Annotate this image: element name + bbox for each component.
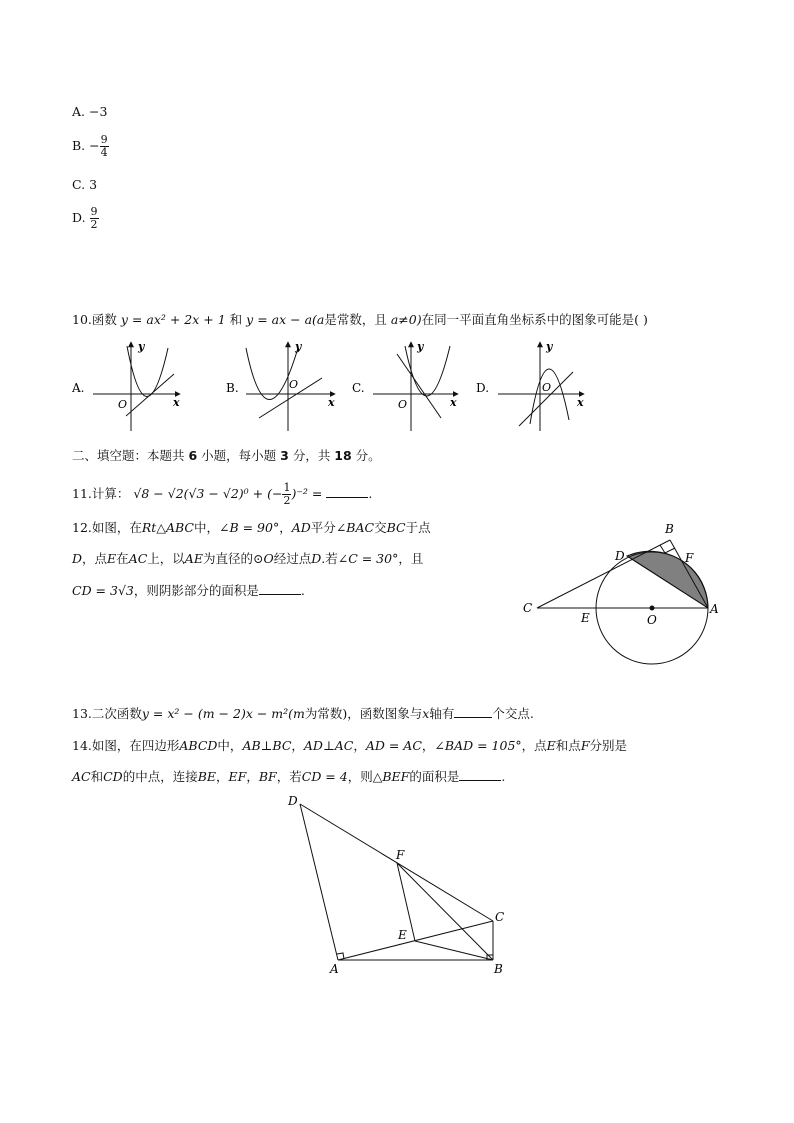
svg-text:y: y xyxy=(417,340,424,353)
svg-text:B.: B. xyxy=(226,381,239,395)
svg-text:A: A xyxy=(330,962,339,976)
question-14-line2: AC和CD的中点，连接BE，EF，BF，若CD = 4，则△BEF的面积是 . xyxy=(72,769,506,784)
svg-text:C: C xyxy=(523,601,533,615)
answer-blank[interactable] xyxy=(259,582,301,595)
svg-text:x: x xyxy=(577,396,584,409)
svg-text:D.: D. xyxy=(476,381,490,395)
parabola xyxy=(127,346,168,397)
question-12-line2: D，点E在AC上，以AE为直径的⊙O经过点D.若∠C = 30°，且 xyxy=(72,551,424,566)
fraction: $\frac{9}{4}$ xyxy=(100,133,108,159)
svg-text:D: D xyxy=(615,549,625,563)
svg-text:y: y xyxy=(138,340,145,353)
svg-text:O: O xyxy=(289,378,299,391)
graph-d[interactable] xyxy=(476,340,584,431)
q14-figure xyxy=(280,790,520,980)
svg-text:x: x xyxy=(450,396,457,409)
parabola xyxy=(530,369,569,424)
svg-text:A: A xyxy=(710,602,719,616)
center-point xyxy=(650,606,655,611)
fraction: $\frac{9}{2}$ xyxy=(90,205,98,231)
fraction: $\frac{1}{2}$ xyxy=(283,481,291,507)
answer-blank[interactable] xyxy=(326,485,368,498)
question-11: 11.计算： √8 − √2(√3 − √2)⁰ + (− $\frac{1}{2}$ )⁻² = . xyxy=(72,481,373,507)
graph-c[interactable] xyxy=(352,340,458,431)
option-b: B. − $\frac{9}{4}$ xyxy=(72,133,108,159)
question-12-line1: 12.如图，在Rt△ABC中，∠B = 90°，AD平分∠BAC交BC于点 xyxy=(72,520,431,535)
svg-text:B: B xyxy=(665,522,674,536)
svg-text:C.: C. xyxy=(352,381,365,395)
parabola xyxy=(246,348,298,400)
svg-text:y: y xyxy=(546,340,553,353)
option-a: A. −3 xyxy=(72,104,108,119)
svg-text:O: O xyxy=(118,398,128,411)
question-10-stem: 10.函数 y = ax² + 2x + 1 和 y = ax − a(a是常数，且 a≠0)在同一平面直角坐标系中的图象可能是( ) xyxy=(72,312,648,327)
svg-text:x: x xyxy=(173,396,180,409)
svg-text:E: E xyxy=(398,928,407,942)
svg-text:O: O xyxy=(398,398,408,411)
shaded-region xyxy=(627,551,708,608)
right-angle-mark xyxy=(660,545,675,553)
svg-text:y: y xyxy=(295,340,302,353)
segment-da xyxy=(300,804,338,960)
line xyxy=(126,374,174,416)
question-14-line1: 14.如图，在四边形ABCD中，AB⊥BC，AD⊥AC，AD = AC，∠BAD = 105°，点E和点F分别是 xyxy=(72,738,628,753)
question-12-line3: CD = 3√3，则阴影部分的面积是 . xyxy=(72,583,305,598)
q10-graph-options xyxy=(66,336,596,436)
segment-eb xyxy=(415,941,493,960)
answer-blank[interactable] xyxy=(459,768,501,781)
graph-a[interactable] xyxy=(71,340,180,431)
svg-text:x: x xyxy=(328,396,335,409)
svg-text:E: E xyxy=(581,611,590,625)
svg-text:C: C xyxy=(495,910,505,924)
segment-cb xyxy=(537,540,670,608)
svg-text:F: F xyxy=(396,848,405,862)
svg-text:F: F xyxy=(685,551,694,565)
svg-text:A.: A. xyxy=(72,381,85,395)
question-13: 13.二次函数y = x² − (m − 2)x − m²(m为常数)，函数图象与x轴有 个交点. xyxy=(72,706,534,721)
q12-figure xyxy=(515,518,730,668)
svg-text:O: O xyxy=(647,613,657,627)
segment-fb xyxy=(397,863,493,960)
svg-text:O: O xyxy=(542,381,552,394)
section-heading: 二、填空题：本题共 6 小题，每小题 3 分，共 18 分。 xyxy=(72,448,381,463)
option-c: C. 3 xyxy=(72,177,98,192)
svg-text:B: B xyxy=(494,962,503,976)
segment-dc xyxy=(300,804,493,921)
option-d: D. $\frac{9}{2}$ xyxy=(72,205,98,231)
graph-b[interactable] xyxy=(226,340,335,431)
svg-text:D: D xyxy=(288,794,298,808)
answer-blank[interactable] xyxy=(454,705,492,718)
parabola xyxy=(405,346,450,396)
